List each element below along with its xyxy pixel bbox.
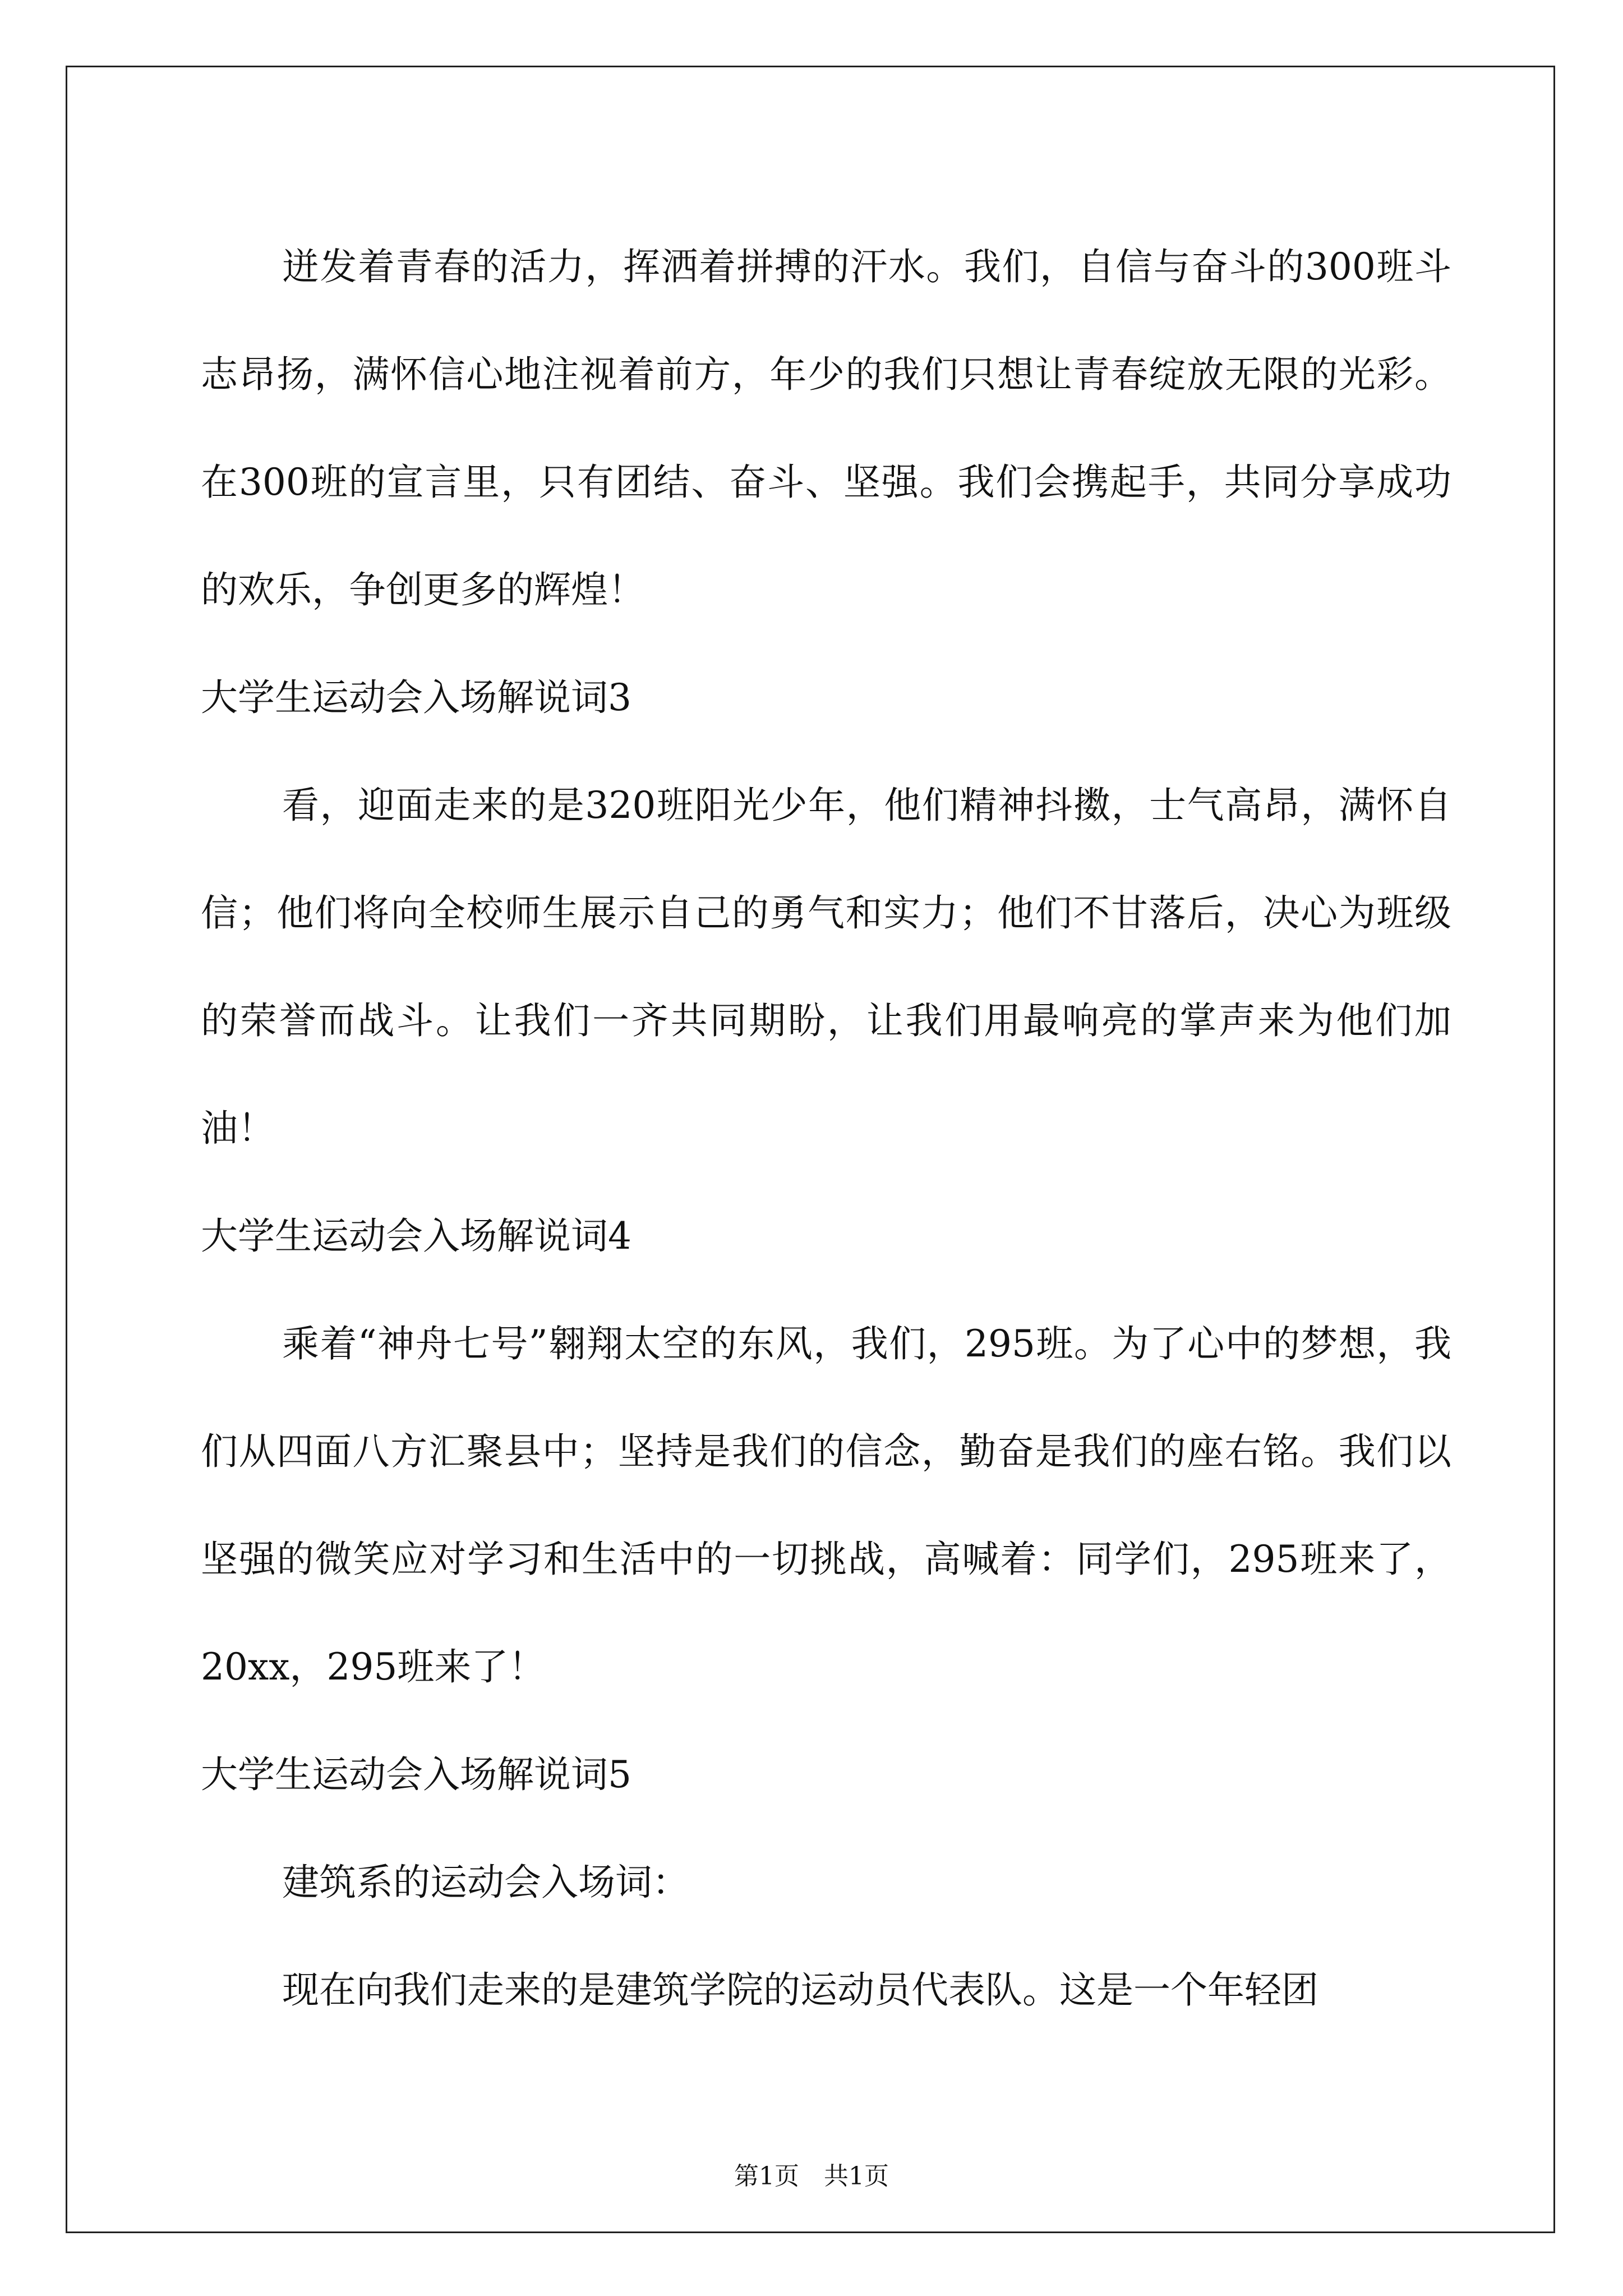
paragraph-2: 看，迎面走来的是320班阳光少年，他们精神抖擞，士气高昂，满怀自信；他们将向全校师生展示自己的勇气和实力；他们不甘落后，决心为班级的荣誉而战斗。让我们一齐共同期盼，让我们用最响亮的掌声来为他们加油！: [201, 784, 1451, 1150]
section-heading-5: 大学生运动会入场解说词5: [201, 1753, 631, 1796]
paragraph-3: 乘着“神舟七号”翱翔太空的东风，我们，295班。为了心中的梦想，我们从四面八方汇聚县中；坚持是我们的信念，勤奋是我们的座右铭。我们以坚强的微笑应对学习和生活中的一切挑战，高喊着：同学们，295班来了，20xx，295班来了！: [201, 1322, 1451, 1688]
paragraph-4: 建筑系的运动会入场词：: [282, 1861, 689, 1904]
paragraph-1: 迸发着青春的活力，挥洒着拼搏的汗水。我们，自信与奋斗的300班斗志昂扬，满怀信心地注视着前方，年少的我们只想让青春绽放无限的光彩。在300班的宣言里，只有团结、奋斗、坚强。我们会携起手，共同分享成功的欢乐，争创更多的辉煌！: [201, 245, 1451, 611]
section-heading-4: 大学生运动会入场解说词4: [201, 1214, 631, 1258]
page-footer: 第1页 共1页: [734, 2162, 889, 2191]
paragraph-5: 现在向我们走来的是建筑学院的运动员代表队。这是一个年轻团: [282, 1968, 1318, 2012]
section-heading-3: 大学生运动会入场解说词3: [201, 676, 631, 719]
document-body: [201, 213, 1451, 2044]
